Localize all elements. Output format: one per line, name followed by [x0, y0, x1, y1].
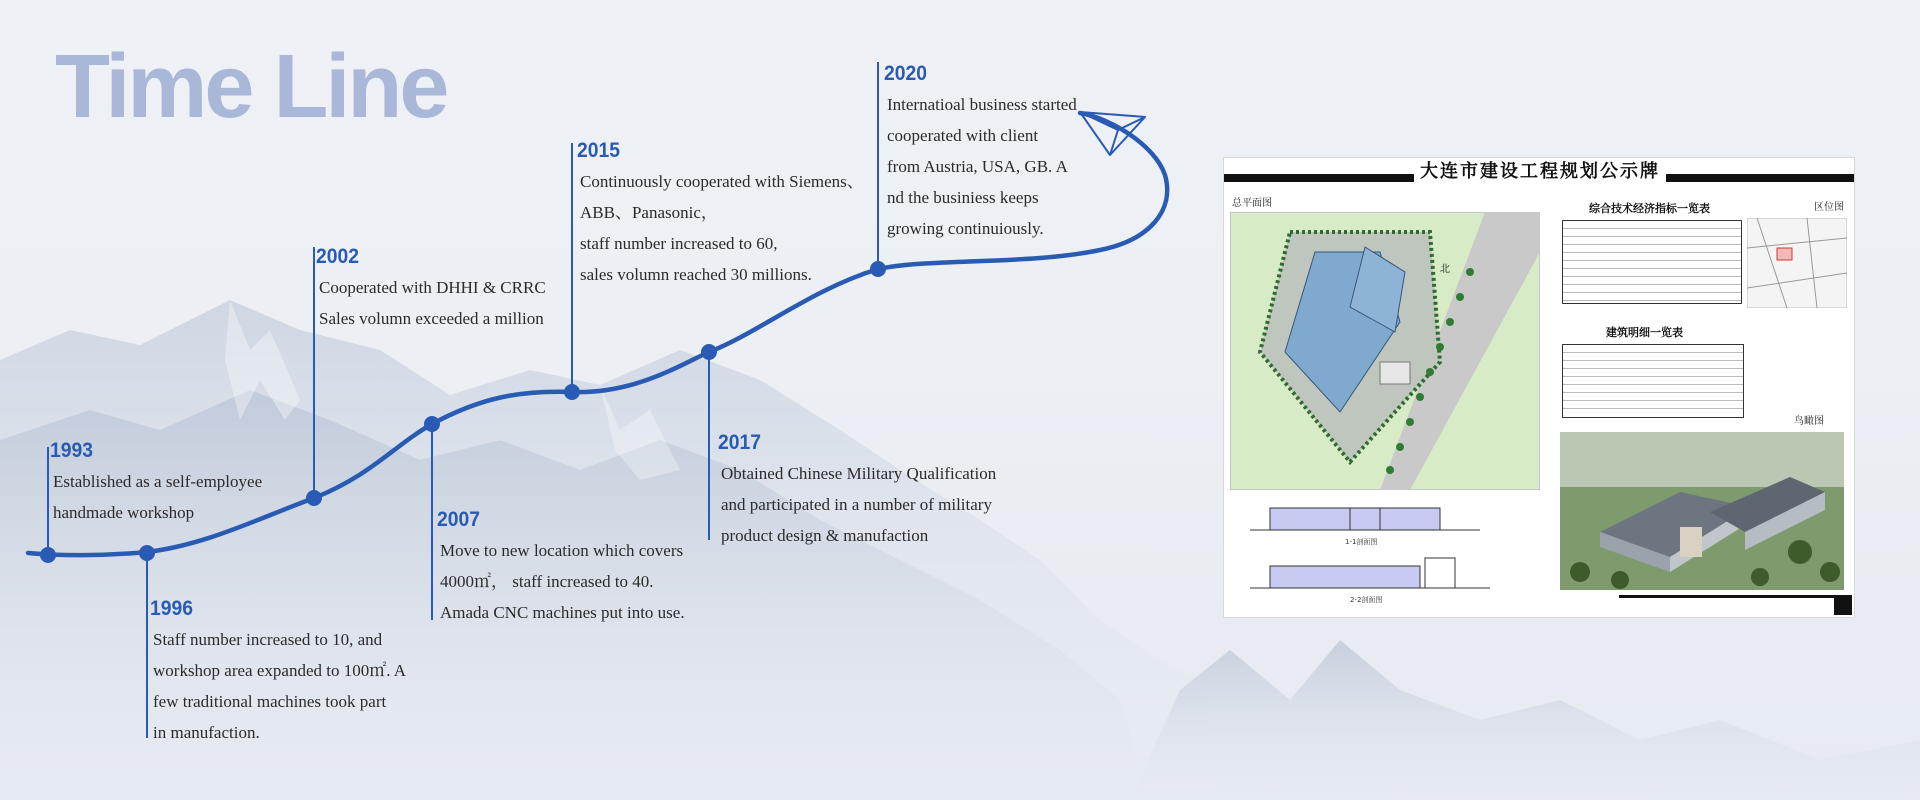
milestone-1996	[150, 598, 406, 748]
milestone-year: 2020	[884, 62, 927, 85]
section-drawings	[1250, 498, 1520, 608]
milestone-description: Established as a self-employee handmade workshop	[53, 472, 263, 522]
milestone-year: 2007	[437, 508, 480, 531]
section-2-label: 2-2剖面图	[1350, 596, 1383, 604]
north-label: 北	[1440, 264, 1450, 275]
milestone-description: Cooperated with DHHI & CRRC Sales volumn exceeded a million	[319, 278, 546, 328]
site-plan-drawing	[1230, 212, 1540, 490]
milestone-description: Staff number increased to 10, and workshop area expanded to 100㎡. A few traditional machines took part in manufaction.	[153, 630, 407, 742]
site-plan-label: 总平面图	[1232, 198, 1272, 209]
dot-2007	[424, 416, 440, 432]
milestone-year: 1993	[50, 439, 93, 462]
dot-1996	[139, 545, 155, 561]
milestone-description: Continuously cooperated with Siemens、 ABB、Panasonic， staff number increased to 60, sales volumn reached 30 millions.	[580, 172, 864, 284]
paper-plane-icon	[1080, 112, 1145, 155]
board-footer-bar	[1619, 595, 1834, 598]
milestone-year: 2002	[316, 245, 359, 268]
board-title: 大连市建设工程规划公示牌	[1414, 160, 1666, 182]
dot-2015	[564, 384, 580, 400]
milestone-description: Obtained Chinese Military Qualification and participated in a number of military product design & manufaction	[721, 464, 997, 545]
dot-1993	[40, 547, 56, 563]
milestone-2002	[316, 246, 546, 334]
milestone-2017	[718, 432, 996, 551]
economic-table	[1562, 220, 1742, 304]
dot-2002	[306, 490, 322, 506]
dot-2020	[870, 261, 886, 277]
milestone-year: 1996	[150, 597, 193, 620]
milestone-description: Internatioal business started cooperated with client from Austria, USA, GB. A nd the businiess keeps growing continuiously.	[887, 95, 1077, 238]
building-table-title: 建筑明细一览表	[1606, 326, 1683, 339]
planning-board-image	[1224, 158, 1854, 617]
building-table	[1562, 344, 1744, 418]
milestone-1993	[50, 440, 262, 528]
dot-2017	[701, 344, 717, 360]
economic-table-title: 综合技术经济指标一览表	[1589, 202, 1710, 215]
page-title: Time Line	[55, 37, 447, 137]
board-footer-block	[1834, 595, 1852, 615]
aerial-view-image	[1560, 432, 1844, 590]
location-map	[1747, 218, 1847, 308]
milestone-description: Move to new location which covers 4000㎡， staff increased to 40. Amada CNC machines put into use.	[440, 541, 685, 622]
milestone-2015	[577, 140, 864, 290]
location-label: 区位图	[1814, 202, 1844, 213]
aerial-label: 鸟瞰图	[1794, 416, 1824, 427]
section-1-label: 1-1剖面图	[1345, 538, 1378, 546]
milestone-2020	[884, 63, 1077, 244]
milestone-year: 2017	[718, 431, 761, 454]
milestone-year: 2015	[577, 139, 620, 162]
milestone-2007	[437, 509, 685, 628]
